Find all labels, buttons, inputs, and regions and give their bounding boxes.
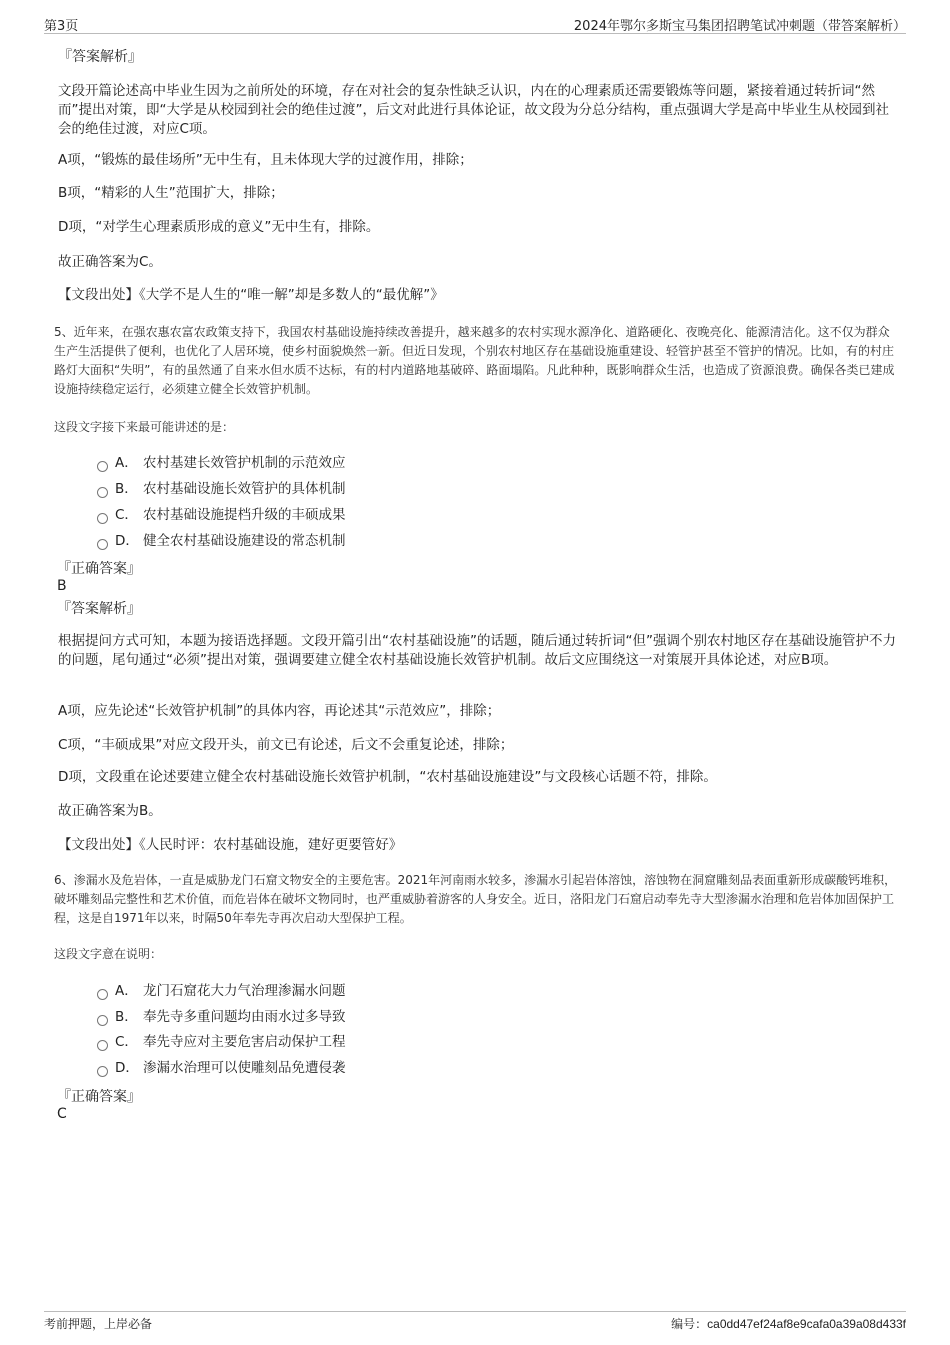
question-5-prompt: 这段文字接下来最可能讲述的是： <box>54 420 235 434</box>
analysis-paragraph: 根据提问方式可知，本题为接语选择题。文段开篇引出“农村基础设施”的话题，随后通过转折词“但”强调个别农村地区存在基础设施管护不力的问题，尾句通过“必须”提出对策，强调要建立健全农村基础设施长效管护机制。故后文应围绕这一对策展开具体论述，对应B项。 <box>58 633 896 668</box>
analysis-label: 『答案解析』 <box>58 49 142 65</box>
question-5-option-b[interactable]: B． 农村基础设施长效管护的具体机制 <box>97 480 346 499</box>
analysis-option-d: D项，文段重在论述要建立健全农村基础设施长效管护机制，“农村基础设施建设”与文段核心话题不符，排除。 <box>58 769 717 785</box>
analysis-conclusion: 故正确答案为B。 <box>58 803 162 819</box>
question-6-option-a[interactable]: A． 龙门石窟花大力气治理渗漏水问题 <box>97 982 346 1001</box>
analysis-option-a: A项，应先论述“长效管护机制”的具体内容，再论述其“示范效应”，排除； <box>58 703 501 719</box>
page-header <box>44 14 906 34</box>
question-6-text: 6、渗漏水及危岩体，一直是威胁龙门石窟文物安全的主要危害。2021年河南雨水较多，渗漏水引起岩体溶蚀，溶蚀物在洞窟雕刻品表面重新形成碳酸钙堆积，破坏雕刻品完整性和艺术价值，而危岩体在破坏文物同时，也严重威胁着游客的人身安全。近日，洛阳龙门石窟启动奉先寺大型渗漏水治理和危岩体加固保护工程，这是自1971年以来，时隔50年奉先寺再次启动大型保护工程。 <box>54 873 897 925</box>
correct-answer-label: 『正确答案』 <box>57 561 141 577</box>
question-6-prompt: 这段文字意在说明： <box>54 947 163 961</box>
question-5-option-d[interactable]: D． 健全农村基础设施建设的常态机制 <box>97 532 346 551</box>
question-5-option-a[interactable]: A． 农村基建长效管护机制的示范效应 <box>97 454 346 473</box>
radio-button[interactable] <box>97 539 108 550</box>
analysis-option-d: D项，“对学生心理素质形成的意义”无中生有，排除。 <box>58 219 380 235</box>
footer-slogan: 考前押题，上岸必备 <box>44 1317 153 1331</box>
radio-button[interactable] <box>97 989 108 1000</box>
page-number: 第3页 <box>44 19 79 34</box>
question-5-option-c[interactable]: C． 农村基础设施提档升级的丰硕成果 <box>97 506 346 525</box>
radio-button[interactable] <box>97 513 108 524</box>
analysis-option-a: A项，“锻炼的最佳场所”无中生有，且未体现大学的过渡作用，排除； <box>58 152 473 168</box>
analysis-label: 『答案解析』 <box>57 601 141 617</box>
correct-answer-label: 『正确答案』 <box>57 1089 141 1105</box>
question-6-option-d[interactable]: D． 渗漏水治理可以使雕刻品免遭侵袭 <box>97 1059 346 1078</box>
analysis-conclusion: 故正确答案为C。 <box>58 254 162 270</box>
correct-answer-value: C <box>57 1106 67 1122</box>
question-6-option-c[interactable]: C． 奉先寺应对主要危害启动保护工程 <box>97 1033 346 1052</box>
question-5-text: 5、近年来，在强农惠农富农政策支持下，我国农村基础设施持续改善提升，越来越多的农村实现水源净化、道路硬化、夜晚亮化、能源清洁化。这不仅为群众生产生活提供了便利，也优化了人居环境，使乡村面貌焕然一新。但近日发现，个别农村地区存在基础设施重建设、轻管护甚至不管护的情况。比如，有的村庄路灯大面积“失明”，有的虽然通了自来水但水质不达标，有的村内道路地基破碎、路面塌陷。凡此种种，既影响群众生活，也造成了资源浪费。确保各类已建成设施持续稳定运行，必须建立健全长效管护机制。 <box>54 325 895 396</box>
correct-answer-value: B <box>57 578 67 594</box>
radio-button[interactable] <box>97 1066 108 1077</box>
analysis-paragraph: 文段开篇论述高中毕业生因为之前所处的环境，存在对社会的复杂性缺乏认识，内在的心理素质还需要锻炼等问题，紧接着通过转折词“然而”提出对策，即“大学是从校园到社会的绝佳过渡”，后文对此进行具体论证，故文段为分总分结构，重点强调大学是高中毕业生从校园到社会的绝佳过渡，对应C项。 <box>58 83 889 137</box>
radio-button[interactable] <box>97 461 108 472</box>
question-6-option-b[interactable]: B． 奉先寺多重问题均由雨水过多导致 <box>97 1008 346 1027</box>
analysis-option-c: C项，“丰硕成果”对应文段开头，前文已有论述，后文不会重复论述，排除； <box>58 737 514 753</box>
radio-button[interactable] <box>97 487 108 498</box>
radio-button[interactable] <box>97 1040 108 1051</box>
document-title: 2024年鄂尔多斯宝马集团招聘笔试冲刺题（带答案解析） <box>573 19 906 34</box>
radio-button[interactable] <box>97 1015 108 1026</box>
page-footer <box>44 1311 906 1331</box>
passage-source: 【文段出处】《大学不是人生的“唯一解”却是多数人的“最优解”》 <box>58 287 444 303</box>
passage-source: 【文段出处】《人民时评：农村基础设施，建好更要管好》 <box>58 837 403 853</box>
analysis-option-b: B项，“精彩的人生”范围扩大，排除； <box>58 185 284 201</box>
document-code: 编号：ca0dd47ef24af8e9cafa0a39a08d433f <box>671 1317 906 1331</box>
